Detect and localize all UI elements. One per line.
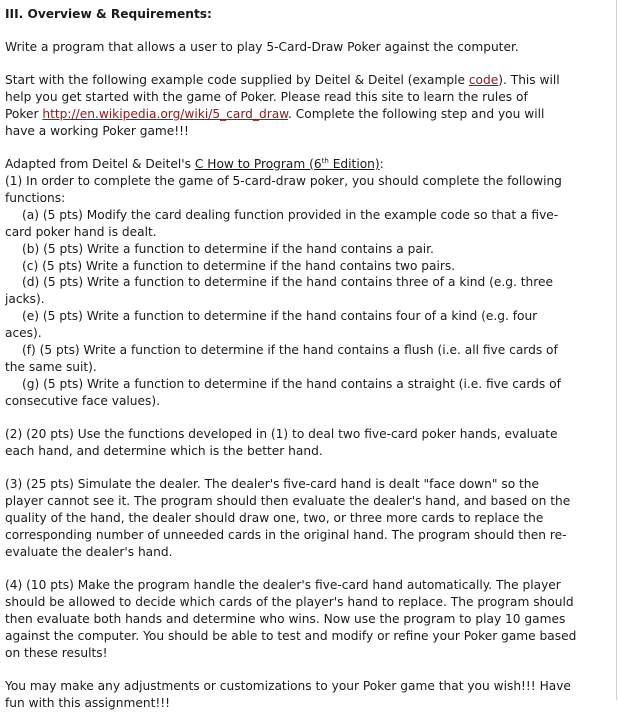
req1-g-line-2: consecutive face values).: [5, 394, 161, 408]
req3-line-2: player cannot see it. The program should then evaluate the dealer's hand, and based on the: [5, 494, 571, 508]
example-code-link[interactable]: code: [468, 73, 499, 87]
start-line-2: help you get started with the game of Poker. Please read this site to learn the rules of: [5, 90, 528, 104]
req1-a-line-2: card poker hand is dealt.: [5, 225, 157, 239]
req4-line-4: against the computer. You should be able to test and modify or refine your Poker game based: [5, 629, 577, 643]
req4-line-3: then evaluate both hands and determine who wins. Now use the program to play 10 games: [5, 612, 566, 626]
req1-d-line-2: jacks).: [5, 292, 45, 306]
intro-paragraph: Write a program that allows a user to play 5-Card-Draw Poker against the computer.: [5, 40, 519, 54]
wikipedia-link[interactable]: http://en.wikipedia.org/wiki/5_card_draw: [42, 107, 289, 121]
req3-line-4: corresponding number of unneeded cards in the original hand. The program should then re-: [5, 528, 567, 542]
closing-line-1: You may make any adjustments or customizations to your Poker game that you wish!!! Have: [5, 679, 571, 693]
req1-line-2: functions:: [5, 191, 66, 205]
section-heading: III. Overview & Requirements:: [5, 7, 212, 21]
req2-line-1: (2) (20 pts) Use the functions developed in (1) to deal two five-card poker hands, evaluate: [5, 427, 558, 441]
closing-line-2: fun with this assignment!!!: [5, 696, 171, 710]
req1-c: (c) (5 pts) Write a function to determine if the hand contains two pairs.: [22, 259, 456, 273]
req1-g-line-1: (g) (5 pts) Write a function to determine if the hand contains a straight (i.e. five cards of: [22, 377, 561, 391]
req1-b: (b) (5 pts) Write a function to determine if the hand contains a pair.: [22, 242, 434, 256]
start-text: Start with the following example code supplied by Deitel & Deitel (example: [5, 73, 469, 87]
req1-line-1: (1) In order to complete the game of 5-card-draw poker, you should complete the following: [5, 174, 562, 188]
poker-text: Poker: [5, 107, 43, 121]
req3-line-3: quality of the hand, the dealer should draw one, two, or three more cards to replace the: [5, 511, 544, 525]
adapted-line: [5, 156, 384, 173]
book-title-end: Edition): [328, 157, 380, 171]
adapted-colon: :: [379, 157, 384, 171]
req1-d-line-1: (d) (5 pts) Write a function to determine if the hand contains three of a kind (e.g. three: [22, 275, 553, 289]
req1-e-line-1: (e) (5 pts) Write a function to determine if the hand contains four of a kind (e.g. four: [22, 309, 538, 323]
poker-text-end: . Complete the following step and you will: [288, 107, 545, 121]
req2-line-2: each hand, and determine which is the better hand.: [5, 444, 323, 458]
book-title-link[interactable]: [195, 157, 380, 171]
req4-line-2: should be allowed to decide which cards of the player's hand to replace. The program should: [5, 595, 574, 609]
req4-line-1: (4) (10 pts) Make the program handle the dealer's five-card hand automatically. The player: [5, 578, 561, 592]
start-text-end: ). This will: [498, 73, 560, 87]
req3-line-1: (3) (25 pts) Simulate the dealer. The dealer's five-card hand is dealt "face down" so the: [5, 477, 540, 491]
adapted-prefix: Adapted from Deitel & Deitel's: [5, 157, 195, 171]
req3-line-5: evaluate the dealer's hand.: [5, 545, 173, 559]
req1-e-line-2: aces).: [5, 326, 42, 340]
req1-a-line-1: (a) (5 pts) Modify the card dealing function provided in the example code so that a five-: [22, 208, 559, 222]
start-line-4: have a working Poker game!!!: [5, 124, 189, 138]
start-line-3: [5, 106, 544, 123]
book-edition-sup: th: [321, 157, 329, 165]
req1-f-line-1: (f) (5 pts) Write a function to determine if the hand contains a flush (i.e. all five cards of: [22, 343, 558, 357]
req4-line-5: on these results!: [5, 646, 108, 660]
start-line-1: [5, 72, 560, 89]
book-title: C How to Program (6: [194, 157, 322, 171]
req1-f-line-2: the same suit).: [5, 360, 97, 374]
